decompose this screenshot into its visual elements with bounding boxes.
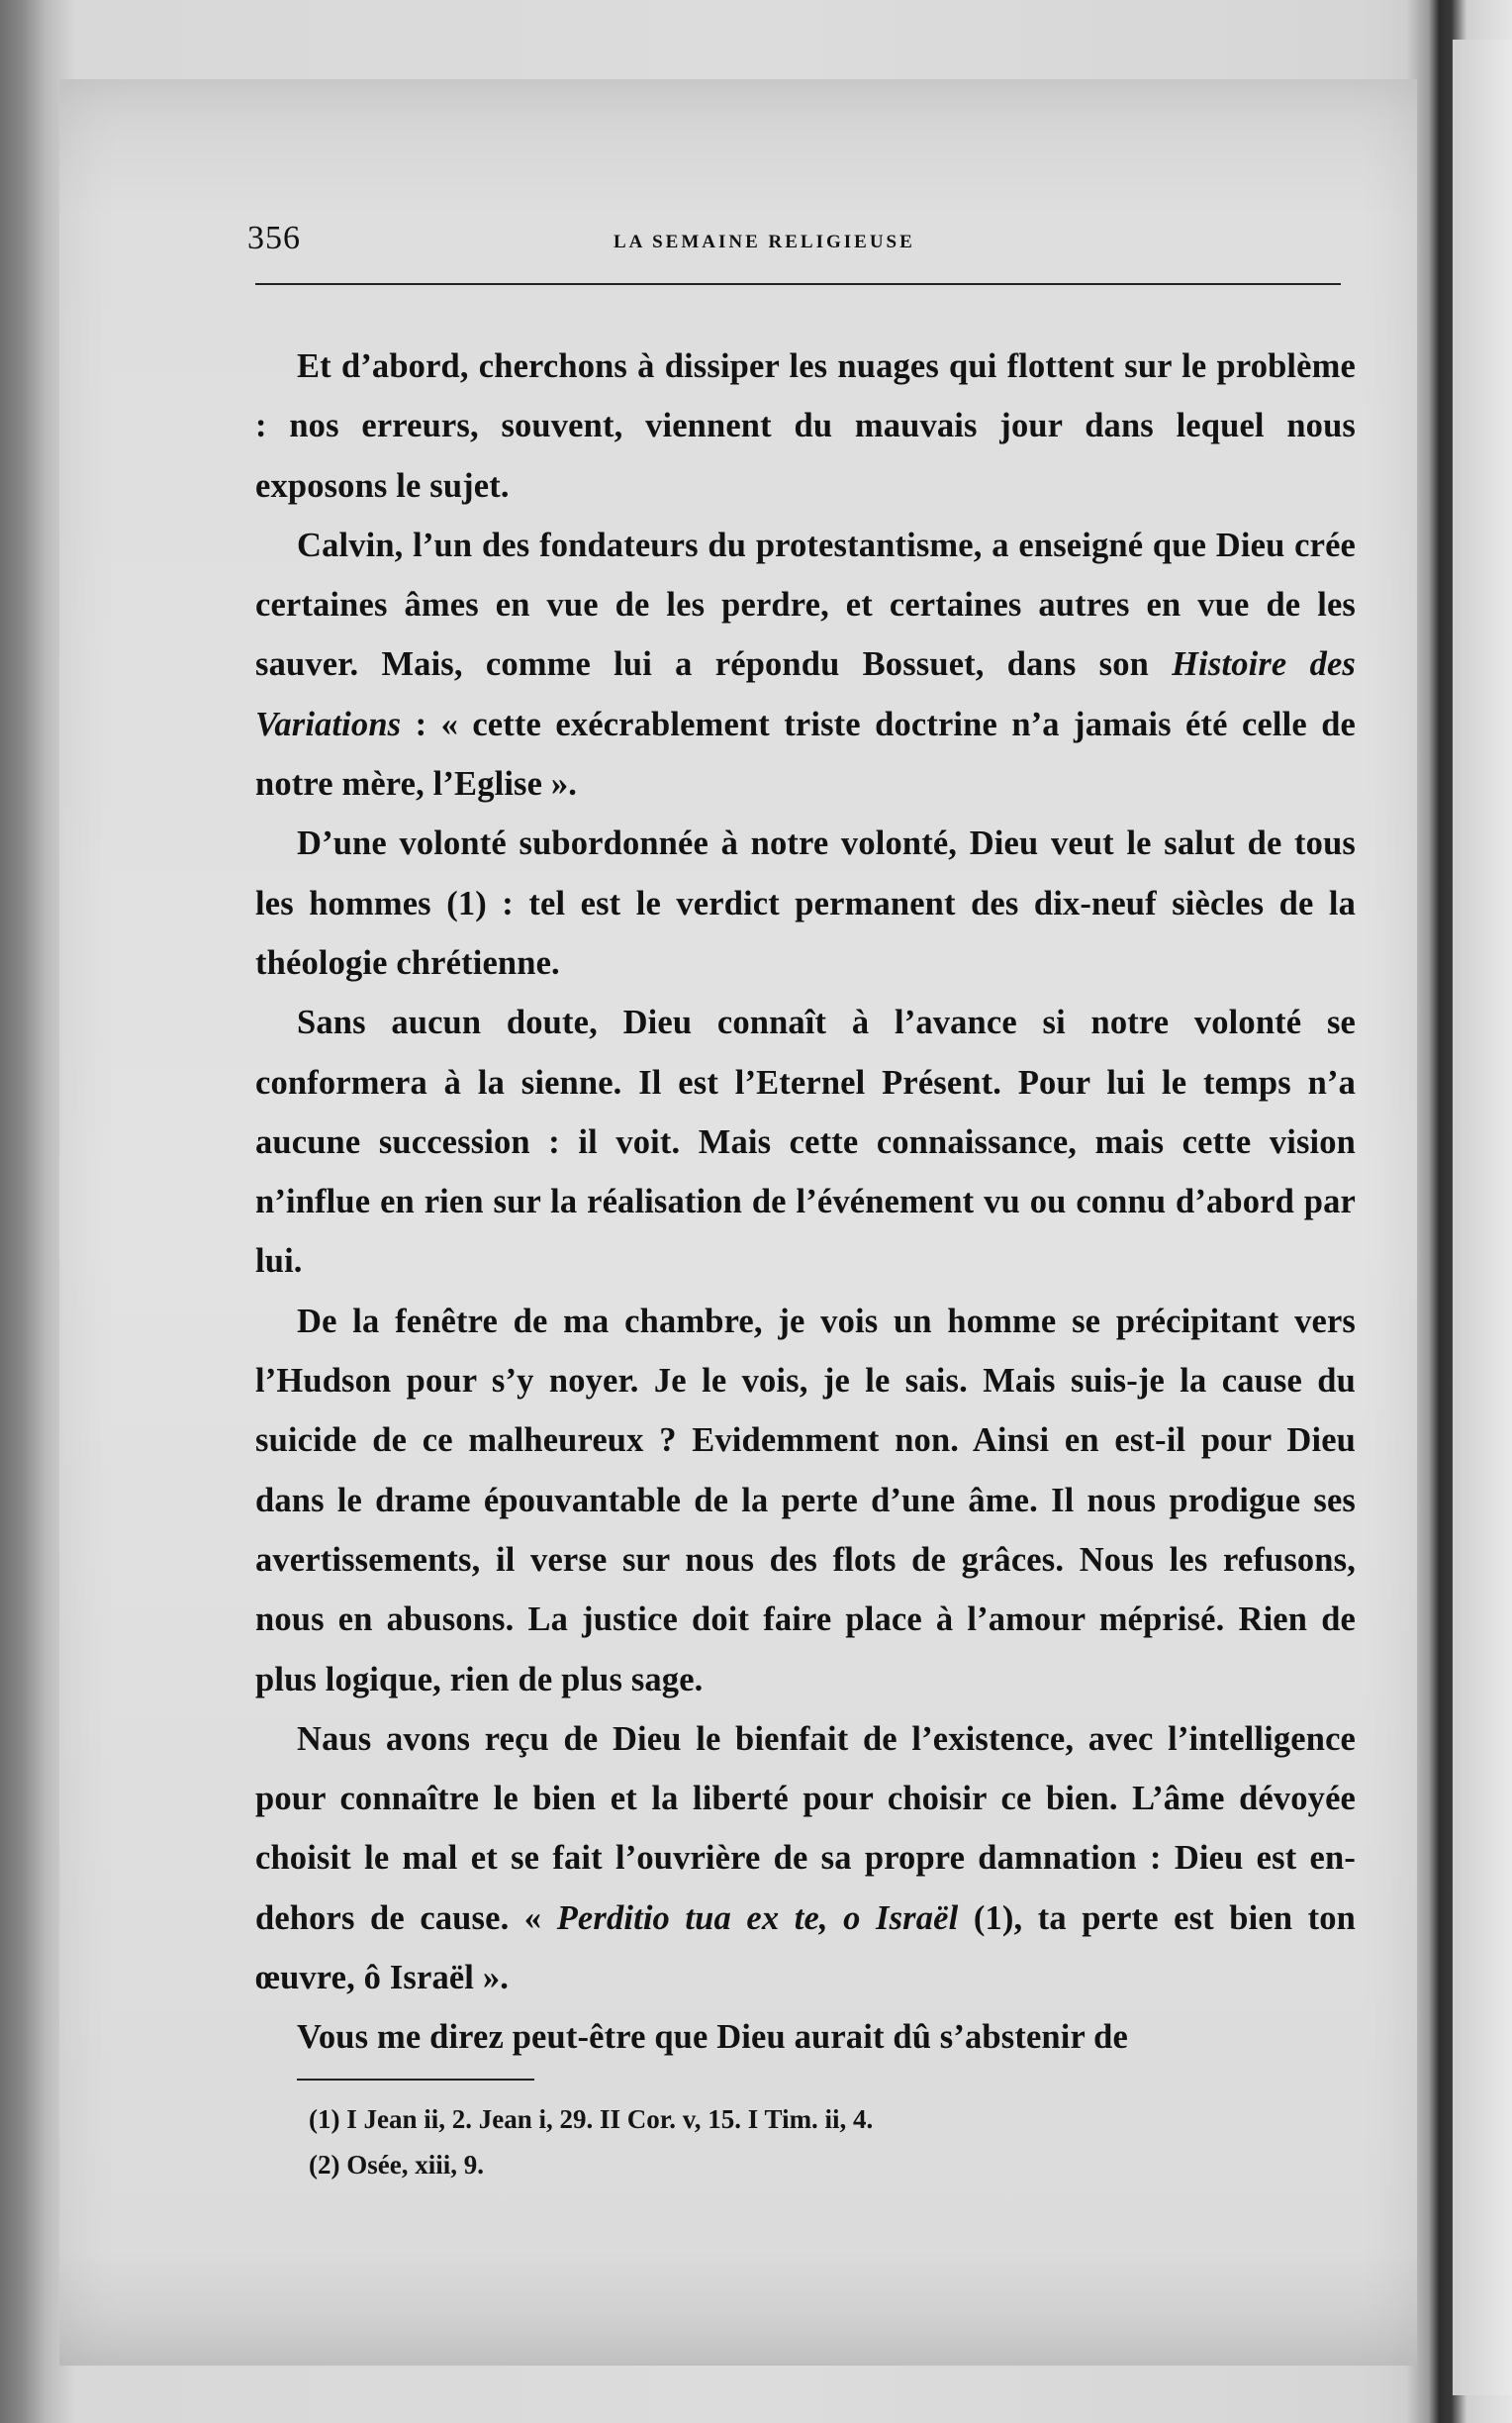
header-rule — [255, 283, 1341, 285]
paragraph-5: De la fenêtre de ma chambre, je vois un homme se précipitant vers l’Hudson pour s’y noyer. Je le vois, je le sais. Mais suis-je la cause du suicide de ce malheureux ? Evidemment non. Ainsi en est-il pour Dieu dans le drame épouvantable de la perte d’une âme. Il nous prodigue ses avertissements, il verse sur nous des flots de grâces. Nous les refusons, nous en abusons. La justice doit faire place à l’amour méprisé. Rien de plus logique, rien de plus sage. — [255, 1302, 1356, 1698]
footnote-2: (2) Osée, xiii, 9. — [309, 2150, 484, 2180]
body-text — [255, 337, 1356, 2068]
latin-quote-italic: Perditio tua ex te, o Israël — [556, 1898, 959, 1937]
running-title: LA SEMAINE RELIGIEUSE — [614, 232, 915, 252]
paragraph-3: D’une volonté subordonnée à notre volonté, Dieu veut le salut de tous les hommes (1) : tel est le verdict permanent des dix-neuf siècles de la théologie chrétienne. — [255, 824, 1356, 982]
book-title-italic: Histoire des Variations — [255, 645, 1357, 743]
facing-page-edge — [1453, 40, 1512, 2395]
footnote-1: (1) I Jean ii, 2. Jean i, 29. II Cor. v, 15. I Tim. ii, 4. — [309, 2104, 874, 2134]
paragraph-2: Calvin, l’un des fondateurs du protestantisme, a enseigné que Dieu crée certaines âmes en vue de les perdre, et certaines autres en vue de les sauver. Mais, comme lui a répondu Bossuet, dans son Histoire des Variations : « cette exécrablement triste doctrine n’a jamais été celle de notre mère, l’Eglise ». — [255, 526, 1357, 804]
paragraph-4: Sans aucun doute, Dieu connaît à l’avance si notre volonté se conformera à la sienne. Il est l’Eternel Présent. Pour lui le temps n’a aucune succession : il voit. Mais cette connaissance, mais cette vision n’influe en rien sur la réalisation de l’événement vu ou connu d’abord par lui. — [255, 1004, 1356, 1281]
footnotes — [309, 2096, 1298, 2187]
paragraph-1: Et d’abord, cherchons à dissiper les nuages qui flottent sur le problème : nos erreurs, souvent, viennent du mauvais jour dans lequel nous exposons le sujet. — [255, 347, 1356, 505]
footnote-rule — [297, 2079, 534, 2081]
paragraph-6: Naus avons reçu de Dieu le bienfait de l’existence, avec l’intelligence pour connaître le bien et la liberté pour choisir ce bien. L’âme dévoyée choisit le mal et se fait l’ouvrière de sa propre damnation : Dieu est en-dehors de cause. « Perditio tua ex te, o Israël (1), ta perte est bien ton œuvre, ô Israël ». — [255, 1719, 1357, 1997]
page-header — [247, 220, 1341, 269]
paragraph-7: Vous me direz peut-être que Dieu aurait dû s’abstenir de — [297, 2018, 1128, 2057]
page-number: 356 — [247, 220, 301, 256]
